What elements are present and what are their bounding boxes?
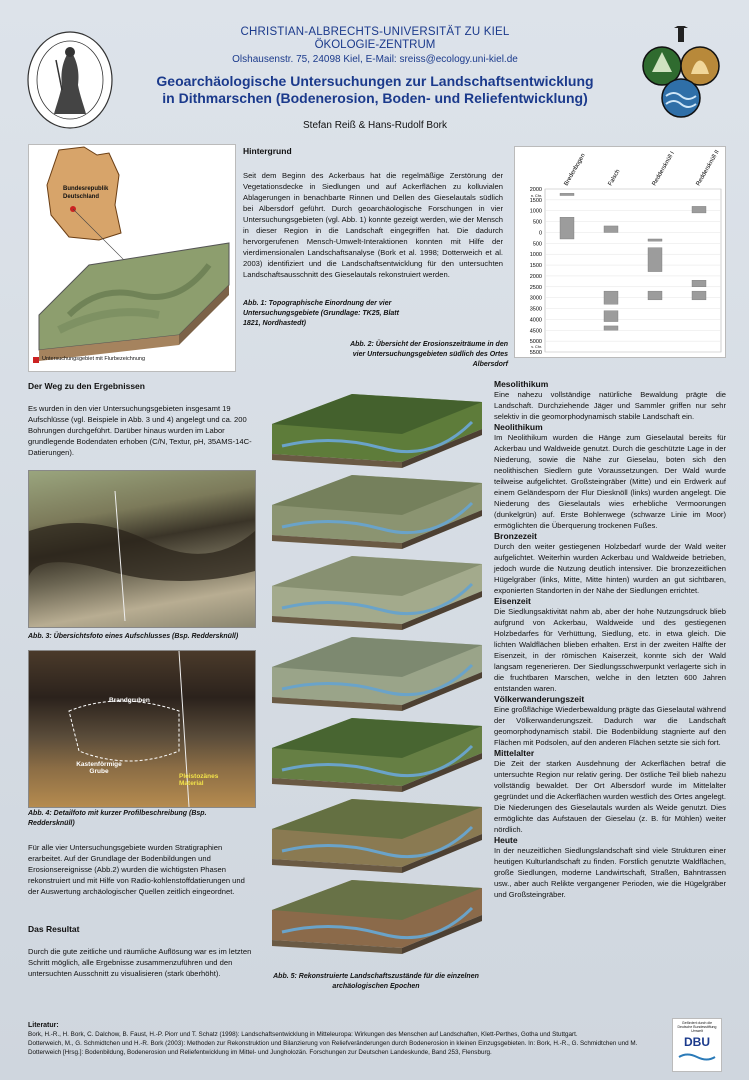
chart-plot-area — [545, 189, 721, 352]
chart-y-tick-label: 500 — [532, 219, 542, 226]
title-line-1: Geoarchäologische Untersuchungen zur Landschaftsentwicklung — [156, 73, 594, 89]
resultat-text: Durch die gute zeitliche und räumliche Auflösung war es im letzten Schritt möglich, alle Ergebnisse zusammenzuführen und den untersuchten Ausschnitt zu visualisieren (stark überhöht). — [28, 947, 252, 978]
epoch-heading: Mittelalter — [494, 748, 535, 758]
abb3-caption: Abb. 3: Übersichtsfoto eines Aufschlusses (Bsp. Reddersknüll) — [28, 633, 239, 640]
chart-y-tick-label: 1000 — [529, 208, 542, 215]
address: Olshausenstr. 75, 24098 Kiel, E-Mail: sreiss@ecology.uni-kiel.de — [232, 54, 518, 65]
label-brandgruben: Brandgruben — [109, 697, 150, 704]
label-pleistozaenes-material: Pleistozänes Material — [179, 773, 219, 787]
chart-y-tick-label: 2500 — [529, 284, 542, 291]
chart-y-tick-label: 1500 — [529, 197, 542, 204]
landscape-block — [262, 546, 490, 631]
epoch-text: Durch den weiter gestiegenen Holzbedarf wurde der Wald weiter aufgelichtet. Weiterhin wurden Ackerbau und Waldweide betrieben, jedoch wurde die Nutzung deutlich intensiver. Die bronzezeitlichen Hügelgräber (links, Mitte, Mitte hinten) wurden an gut sichtbaren, exponierten Standorten in der Nähe der Siedlungen errichtet. — [494, 542, 726, 595]
landscape-block — [262, 384, 490, 469]
resultat-heading: Das Resultat — [28, 924, 80, 934]
dbu-label: DBU — [684, 1035, 710, 1049]
landscape-block — [262, 870, 490, 955]
chart-y-tick-label: 4000 — [529, 317, 542, 324]
chart-erosion-bar — [560, 217, 574, 239]
chart-era-label: v. Chr. — [531, 345, 542, 349]
landscape-block — [262, 465, 490, 550]
chart-y-tick-label: 0 — [538, 230, 542, 237]
chart-erosion-bar — [604, 291, 618, 304]
literature — [28, 1021, 668, 1057]
epoch-text: Eine nahezu vollständige natürliche Bewaldung prägte die Landschaft. Durchziehende Jäger und Sammler griffen nur sehr selektiv in die geomorphodynamisch stabile Landschaft ein. — [494, 390, 726, 421]
title-line-2: in Dithmarschen (Bodenerosion, Boden- und Reliefentwicklung) — [162, 90, 588, 106]
epoch-heading: Mesolithikum — [494, 379, 549, 389]
location-map — [28, 144, 236, 372]
chart-category-label: Bredenbogen — [563, 152, 587, 187]
weg-heading: Der Weg zu den Ergebnissen — [28, 381, 145, 391]
epoch-text: Die Zeit der starken Ausdehnung der Ackerflächen betraf die untersuchte Region nur relativ gering. Der östliche Teil blieb nahezu vollständig bewaldet. Der Ort Albersdorf wurde im Mittelalter gegründet und die Ackerflächen wurden westlich des Ortes angelegt. Die Niederungen des Gieselautals wurden als Weide genutzt. Dies ermöglichte das Aufstauen der Gieselau (z. B. für Mühlen) weiter nördlich. — [494, 759, 726, 834]
epoch-heading: Völkerwanderungszeit — [494, 694, 585, 704]
chart-category-label: Reddersknüll I — [651, 150, 676, 187]
chart-y-tick-label: 1000 — [529, 252, 542, 259]
abb5-caption: Abb. 5: Rekonstruierte Landschaftszustände für die einzelnen archäologischen Epochen — [273, 973, 479, 990]
chart-y-tick-label: 2000 — [529, 187, 542, 193]
country-label: Bundesrepublik Deutschland — [63, 186, 109, 200]
landscape-block — [262, 708, 490, 793]
label-kastenfoermige-grube: Kastenförmige Grube — [76, 761, 122, 775]
epoch-text: Im Neolithikum wurden die Hänge zum Gieselautal bereits für Ackerbau und Waldweide genutzt. Durch die geschützte Lage in der Niederung, sowie die Nähe zur Gieselau, boten sich den neolithischen Siedlern gute Voraussetzungen. Der Wald wurde teilweise aufgelichtet. Großsteingräber (Mitte) und ein Erdwerk auf einem Geländesporn der Flur Diesknöll (links) wurden angelegt. Die Niederung des Gieselautals wies erhebliche Vermoorungen (dunkelgrün) auf. Erste Bohlenwege (schwarze Linie im Moor) ermöglichten die Überquerung trockenen Fußes. — [494, 433, 726, 530]
dbu-small-text: Gefördert durch die Deutsche Bundesstiftung Umwelt — [677, 1021, 717, 1033]
chart-erosion-bar — [648, 239, 662, 241]
chart-y-tick-label: 1500 — [529, 263, 542, 270]
chart-y-tick-label: 3500 — [529, 306, 542, 313]
chart-category-label: Falsch — [607, 168, 622, 187]
chart-y-tick-label: 500 — [532, 241, 542, 248]
chart-y-tick-label: 5000 — [529, 339, 542, 346]
profile-overview-photo — [28, 470, 256, 628]
chart-erosion-bar — [692, 280, 706, 287]
oekologie-zentrum-logo — [638, 26, 724, 126]
chart-category-label: Reddersknüll II — [695, 149, 721, 187]
abb1-caption: Abb. 1: Topographische Einordnung der vier Untersuchungsgebiete (Grundlage: TK25, Blatt 1821, Nordhastedt) — [243, 300, 399, 327]
dbu-logo — [672, 1018, 722, 1072]
abb4-caption: Abb. 4: Detailfoto mit kurzer Profilbeschreibung (Bsp. Reddersknüll) — [28, 810, 207, 827]
chart-erosion-bar — [560, 193, 574, 195]
map-legend: Untersuchungsgebiet mit Flurbezeichnung — [42, 356, 146, 362]
epoch-text: Eine großflächige Wiederbewaldung prägte das Gieselautal während der Völkerwanderungszeit. Dadurch war die Landschaft geomorphodynamisch stabil. Die Bodenbildung stagnierte auf den Flächen mit Podsolen, auf den anderen Flächen setzte sie sich fort. — [494, 705, 726, 747]
epoch-heading: Bronzezeit — [494, 531, 537, 541]
weg-text: Es wurden in den vier Untersuchungsgebieten insgesamt 19 Aufschlüsse (vgl. Beispiele in Abb. 3 und 4) angelegt und ca. 200 Bohrungen durchgeführt. Darüber hinaus wurden im Labor grundlegende Bodendaten erhoben (C/N, Textur, pH, 35AMS-14C-Datierungen). — [28, 404, 252, 457]
authors: Stefan Reiß & Hans-Rudolf Bork — [303, 120, 447, 131]
chart-erosion-bar — [648, 291, 662, 300]
weg-text-2: Für alle vier Untersuchungsgebiete wurden Stratigraphien erarbeitet. Auf der Grundlage der Bodenbildungen und Erosionsereignisse (Abb.2) wurden die wichtigsten Phasen rekonstruiert und mit Hilfe von Radio-kohlenstoffdatierungen und der Auswertung archäologischer Quellen zeitlich eingeordnet. — [28, 843, 245, 896]
chart-erosion-bar — [648, 248, 662, 272]
chart-y-tick-label: 5500 — [529, 350, 542, 356]
epoch-heading: Heute — [494, 835, 518, 845]
erosion-chart — [514, 146, 726, 358]
chart-y-tick-label: 4500 — [529, 328, 542, 335]
chart-era-label: n. Chr. — [530, 194, 542, 198]
chart-erosion-bar — [604, 311, 618, 322]
abb2-caption: Abb. 2: Übersicht der Erosionszeiträume in den vier Untersuchungsgebieten südlich des Ortes Albersdorf — [350, 341, 508, 368]
hintergrund-heading: Hintergrund — [243, 146, 292, 156]
epochs-column — [494, 379, 726, 900]
chart-y-tick-label: 2000 — [529, 273, 542, 280]
literature-ref-1: Bork, H.-R., H. Bork, C. Dalchow, B. Faust, H.-P. Piorr und T. Schatz (1998): Landschaftsentwicklung in Mitteleuropa: Wirkungen des Menschen auf Landschaften, Klett-Perthes, Gotha und Stuttgart. — [28, 1031, 578, 1038]
landscape-block — [262, 627, 490, 712]
center-name: ÖKOLOGIE-ZENTRUM — [314, 39, 436, 51]
profile-detail-photo — [28, 650, 256, 808]
chart-y-tick-label: 3000 — [529, 295, 542, 302]
erosion-chart-svg — [515, 147, 725, 357]
landscape-block — [262, 789, 490, 874]
epoch-heading: Neolithikum — [494, 422, 543, 432]
chart-erosion-bar — [604, 226, 618, 233]
university-seal — [26, 30, 114, 130]
chart-erosion-bar — [692, 291, 706, 300]
university-name: CHRISTIAN-ALBRECHTS-UNIVERSITÄT ZU KIEL — [240, 26, 510, 38]
chart-erosion-bar — [604, 326, 618, 330]
literature-ref-2: Dotterweich, M., G. Schmidtchen und H.-R. Bork (2003): Methoden zur Rekonstruktion und Bilanzierung von Reliefveränderungen durch Bodenerosion in kleinen Einzugsgebieten. In: Bork, H.-R., G. Schmidtchen und M. Dotterweich [Hrsg.]: Bodenbildung, Bodenerosion und Reliefentwicklung im Mittel- und Jungholozän. Forschungen zur Deutschen Landeskunde, Band 253, Flensburg. — [28, 1040, 638, 1056]
epoch-heading: Eisenzeit — [494, 596, 531, 606]
poster-title — [120, 73, 630, 107]
epoch-text: Die Siedlungsaktivität nahm ab, aber der hohe Nutzungsdruck blieb aufgrund von Ackerbau, Waldweide und des gestiegenen Holzbedarfes für Verhüttung, Siedlung, etc. in etwa gleich. Die lichten Waldflächen blieben erhalten. Erst in der zweiten Hälfte der Eisenzeit, in der römischen Kaiserzeit, konnte sich der Wald langsam regenerieren. Der Siedlungsschwerpunkt verlagerte sich in die fruchtbaren Marschen, welche in den letzten 600 Jahren entstanden waren. — [494, 607, 726, 693]
epoch-text: In der neuzeitlichen Siedlungslandschaft sind viele Strukturen einer heutigen Kulturlandschaft zu finden. Forstlich genutzte Waldflächen, große Siedlungen, moderne Landwirtschaft, Straßen, Bahntrassen usw., aber auch Relikte vergangener Perioden, wie die Hügelgräber und Großsteingräber. — [494, 846, 726, 899]
literature-heading: Literatur: — [28, 1022, 59, 1029]
hintergrund-text: Seit dem Beginn des Ackerbaus hat die regelmäßige Zerstörung der Vegetationsdecke in Siedlungen und auf Ackerflächen zu kolluvialen Ablagerungen in benachbarte Rinnen und Dellen des Gieselautals südlich bei Albersdorf geführt. Durch geoarchäologische Forschungen in vier Untersuchungsgebieten (vgl. Abb. 1) konnte gezeigt werden, wie der Mensch in dieser Region in die Landschaft eingegriffen hat. Die dadurch hervorgerufenen Mensch-Umwelt-Interaktionen konnten mit Hilfe der vierdimensionalen Landschaftsanalyse (Bork et al. 1998; Dotterweich et al. 2003) identifiziert und die Landschaftsentwicklung für den untersuchten Landschaftsausschnitt des Gieselautals rekonstruiert werden. — [243, 171, 503, 279]
chart-erosion-bar — [692, 206, 706, 213]
